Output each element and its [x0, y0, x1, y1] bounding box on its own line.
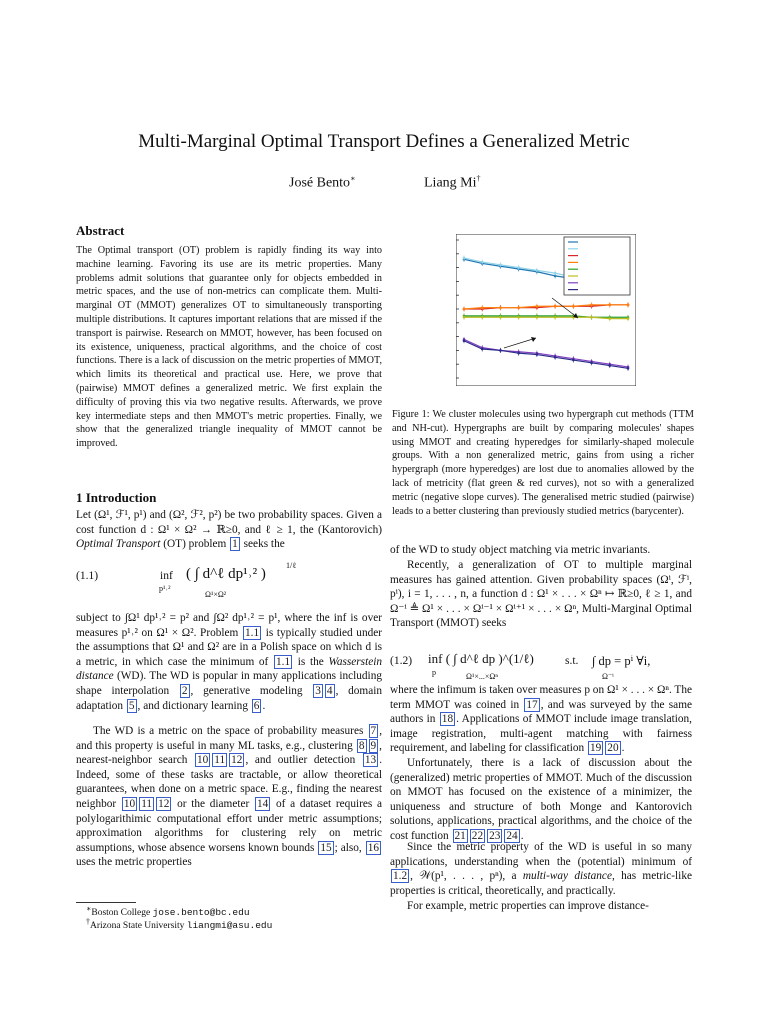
intro-paragraph-3: The WD is a metric on the space of probability measures 7 , and this property is useful in many ML tasks, e.g., clustering 8 9 , nearest-neighbor search 10 11 12 , and outlier detection 13 . Indeed, some of these tasks are tractable, or allow theoretical guarantees, when done on a metric space. E.g., finding the nearest neighbor 10 11 12 or the diameter 14 of a dataset requires a polylogarithimic computational effort under metric assumptions; approximation algorithms for clustering rely on metric assumptions, whose absence worsens known bounds 15 ; also, 16 uses the metric properties [76, 725, 383, 869]
intro-paragraph-2: subject to ∫Ω¹ dp¹˒² = p² and ∫Ω² dp¹˒² = p¹, where the inf is over measures p¹˒² on Ω¹ × Ω². Problem 1.1 is typically studied under the assumptions that Ω¹ and Ω² are in a Polish space on which d is a metric, in which case the minimum of 1.1 is the Wasserstein distance (WD). The WD is popular in many applications including shape interpolation 2 , generative modeling 3 4 , domain adaptation 5 , and dictionary learning 6 . [76, 612, 383, 712]
author-2 [424, 174, 481, 192]
annotation-arrow [504, 338, 536, 348]
col2-paragraph-d: Unfortunately, there is a lack of discussion about the (generalized) metric properties of MMOT. Much of the discussion on MMOT has focused on the existence of a minimizer, the uniqueness and structure of both Monge and Kantorovich solutions, applications, practical algorithms, and the choice of the cost function 21 22 23 24 . [390, 757, 692, 842]
paper-title: Multi-Marginal Optimal Transport Defines a Generalized Metric [138, 131, 630, 152]
cite-link[interactable]: 23 [489, 829, 501, 842]
col2-paragraph-e: Since the metric property of the WD is useful in so many applications, understanding when the (potential) minimum of 1.2 , 𝒲(p¹, . . . , pⁿ), a multi-way distance, has metric-like properties is critical, theoretically, and practically. [390, 841, 692, 897]
cite-link[interactable]: 12 [158, 797, 170, 810]
cite-link[interactable]: 16 [367, 841, 379, 854]
email-link[interactable]: jose.bento@bc.edu [152, 907, 250, 919]
cite-link[interactable]: 9 [370, 739, 377, 752]
equation-1-2-domain-2: Ω⁻ⁱ [602, 672, 614, 681]
equation-1-1-body: ( ∫ d^ℓ dp¹˒² ) [186, 566, 266, 582]
equation-1-2-left: inf ( ∫ d^ℓ dp )^(1/ℓ) [428, 651, 534, 666]
cite-link[interactable]: 1.1 [275, 655, 291, 668]
series-line-6 [464, 339, 628, 367]
abstract-text: The Optimal transport (OT) problem is rapidly finding its way into machine learning. Favoring its use are its metric properties. Many problems admit solutions that guarantee only for objects embedded in metric spaces, and the use of non-metrics can complicate them. Multi-marginal OT (MMOT) generalizes OT to simultaneously transporting multiple distributions. It captures important relations that are missed if the transport is pairwise. Research on MMOT, however, has been focused on its existence, uniqueness, practical algorithms, and the choice of cost functions. There is a lack of discussion on the metric properties of MMOT, which limits its theoretical and practical use. Here, we prove that (pairwise) MMOT defines a generalized metric. We first explain the difficulty of proving this via two negative results. Afterwards, we prove key intermediate steps and then MMOT's metric properties. Finally, we show that the generalized triangle inequality of MMOT cannot be improved. [76, 245, 382, 450]
cite-link[interactable]: 2 [181, 684, 188, 697]
cite-link[interactable]: 8 [358, 739, 365, 752]
cite-link[interactable]: 4 [326, 684, 333, 697]
col2-paragraph-b: Recently, a generalization of OT to multiple marginal measures has gained attention. Given probability spaces (Ωⁱ, ℱⁱ, pⁱ), i = 1, . . . , n, a function d : Ω¹ × . . . × Ωⁿ ↦ ℝ≥0, ℓ ≥ 1, and Ω⁻ⁱ ≜ Ω¹ × . . . × Ωⁱ⁻¹ × Ωⁱ⁺¹ × . . . × Ωⁿ, Multi-Marginal Optimal Transport (MMOT) seeks [390, 559, 692, 630]
cite-link[interactable]: 6 [253, 699, 260, 712]
equation-1-1-sub: p¹˒² [159, 584, 171, 593]
equation-1-1-label: (1.1) [76, 570, 99, 582]
cite-link[interactable]: 24 [506, 829, 518, 842]
intro-heading: 1 Introduction [76, 490, 157, 505]
cite-link[interactable]: 1.1 [244, 626, 260, 639]
cite-link[interactable]: 10 [123, 797, 136, 810]
abstract-heading: Abstract [76, 223, 125, 238]
author-1-mark: ∗ [350, 174, 356, 183]
cite-link[interactable]: 11 [141, 797, 153, 810]
intro-paragraph-1: Let (Ω¹, ℱ¹, p¹) and (Ω², ℱ², p²) be two probability spaces. Given a cost function d : Ω¹ × Ω² → ℝ≥0, and ℓ ≥ 1, the (Kantorovich) Optimal Transport (OT) problem 1 seeks the [76, 509, 382, 551]
author-1 [289, 174, 356, 192]
col2-paragraph-a: of the WD to study object matching via metric invariants. [390, 544, 651, 556]
equation-1-2-domain: Ω¹×...×Ωⁿ [466, 672, 498, 681]
cite-link[interactable]: 21 [454, 829, 466, 842]
equation-1-2-st: s.t. [565, 655, 579, 667]
legend-box [564, 237, 630, 295]
author-1-name: José Bento [289, 175, 351, 191]
figure-1-chart [456, 234, 636, 386]
equation-1-1-domain: Ω¹×Ω² [205, 590, 227, 599]
figure-1-caption: Figure 1: We cluster molecules using two hypergraph cut methods (TTM and NH-cut). Hypergraphs are built by comparing molecules' shapes using MMOT and creating hyperedges for similarly-shaped molecule groups. With a non generalized metric, gains from using a richer hypergraph (more hyperedges) are lost due to anomalies allowed by the lack of metricity (flat green & red curves), not so with a generalized metric (negative slope curves). The generalised metric studied (pairwise) leads to a better clustering than previously studied metrics (barycenter). [392, 409, 694, 517]
footnote-1: ∗Boston College jose.bento@bc.edu [86, 904, 250, 919]
cite-link[interactable]: 10 [196, 754, 209, 767]
author-2-name: Liang Mi [424, 175, 477, 191]
cite-link[interactable]: 14 [256, 797, 269, 810]
footnote-rule [76, 902, 136, 903]
cite-link[interactable]: 1 [232, 538, 238, 551]
cite-link[interactable]: 3 [315, 684, 321, 697]
col2-paragraph-c: where the infimum is taken over measures p on Ω¹ × . . . × Ωⁿ. The term MMOT was coined in 17 , and was surveyed by the same authors in 18 . Applications of MMOT include image translation, image registration, multi-agent matching with fairness requirement, and labeling for classification 19 20 . [390, 684, 692, 755]
cite-link[interactable]: 19 [590, 742, 602, 755]
cite-link[interactable]: 7 [370, 725, 377, 737]
equation-1-2-sub: p [432, 668, 436, 677]
cite-link[interactable]: 1.2 [393, 870, 408, 883]
cite-link[interactable]: 13 [364, 754, 377, 767]
equation-1-1-power: 1/ℓ [286, 561, 297, 570]
cite-link[interactable]: 20 [607, 742, 619, 755]
cite-link[interactable]: 11 [214, 754, 226, 767]
equation-1-2-label: (1.2) [390, 655, 413, 667]
equation-1-1-inf: inf [160, 570, 173, 582]
cite-link[interactable]: 15 [320, 841, 332, 854]
cite-link[interactable]: 5 [128, 699, 135, 712]
email-link[interactable]: liangmi@asu.edu [186, 920, 273, 932]
cite-link[interactable]: 17 [526, 698, 538, 711]
col2-paragraph-f: For example, metric properties can improve distance- [407, 900, 649, 912]
cite-link[interactable]: 18 [441, 713, 454, 726]
equation-1-2-right: ∫ dp = pⁱ ∀i, [592, 654, 651, 668]
cite-link[interactable]: 22 [471, 829, 484, 842]
footnote-2: †Arizona State University liangmi@asu.edu [86, 917, 273, 932]
author-2-mark: † [476, 174, 481, 183]
series-line-2 [464, 305, 628, 309]
cite-link[interactable]: 12 [231, 754, 243, 767]
